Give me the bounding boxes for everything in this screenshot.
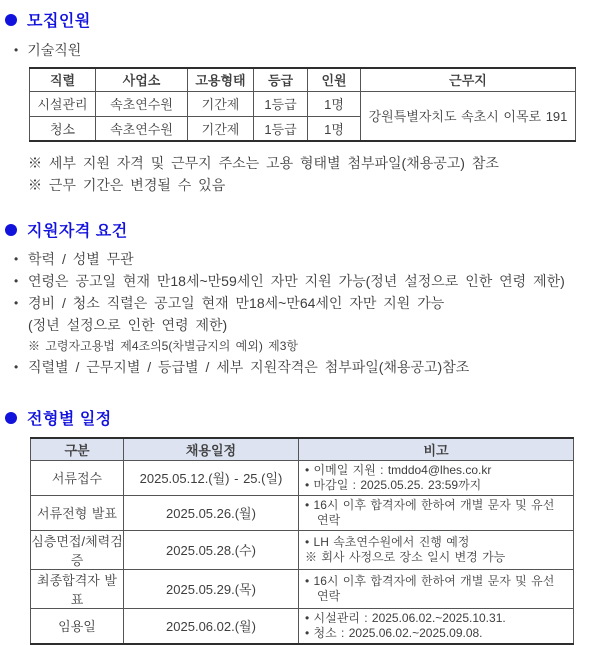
schedule-remark-line: • 16시 이후 합격자에 한하여 개별 문자 및 유선 연락: [305, 573, 555, 603]
schedule-table-header-cell: 비고: [299, 438, 574, 460]
schedule-date-cell: 2025.05.12.(월) - 25.(일): [124, 460, 299, 495]
bullet-icon: •: [14, 252, 19, 266]
schedule-remark-cell: [299, 530, 574, 569]
section-title-text: 모집인원: [27, 13, 91, 30]
recruit-table-header-cell: 사업소: [96, 68, 188, 91]
schedule-table-row: [31, 530, 574, 569]
schedule-table-header-cell: 구분: [31, 438, 124, 460]
section-bullet-icon: [5, 412, 17, 424]
bullet-icon: •: [14, 274, 19, 288]
recruit-table-cell: 기간제: [188, 116, 254, 141]
bullet-icon: •: [14, 296, 19, 310]
schedule-stage-cell: 최종합격자 발표: [31, 569, 124, 608]
schedule-table-header-cell: 채용일정: [124, 438, 299, 460]
schedule-date-cell: 2025.05.29.(목): [124, 569, 299, 608]
schedule-stage-cell: 서류접수: [31, 460, 124, 495]
schedule-table-header-row: [31, 438, 574, 460]
section-bullet-icon: [5, 224, 17, 236]
schedule-remark-cell: [299, 495, 574, 530]
subsection-tech-staff: [14, 40, 600, 60]
schedule-table-row: [31, 495, 574, 530]
recruit-table-cell: 1명: [308, 116, 361, 141]
schedule-remark-line: ※ 회사 사정으로 장소 일시 변경 가능: [305, 549, 506, 564]
recruit-table-header-cell: 고용형태: [188, 68, 254, 91]
schedule-stage-cell: 임용일: [31, 608, 124, 644]
qualification-item-text: ※ 고령자고용법 제4조의5(차별금지의 예외) 제3항: [28, 339, 299, 353]
qualification-item: [0, 356, 600, 378]
recruit-table-header-cell: 직렬: [30, 68, 96, 91]
section-title-text: 지원자격 요건: [27, 223, 128, 240]
subsection-label: 기술직원: [27, 42, 82, 58]
section-bullet-icon: [5, 14, 17, 26]
section-title-schedule: [5, 406, 600, 429]
schedule-table: [30, 437, 574, 645]
schedule-remark-cell: [299, 460, 574, 495]
qualification-item: [0, 336, 600, 356]
recruit-table-cell: 시설관리: [30, 91, 96, 116]
qualification-item-text: 학력 / 성별 무관: [28, 251, 134, 267]
recruit-table-header-cell: 등급: [254, 68, 308, 91]
qualification-item-text: 연령은 공고일 현재 만18세~만59세인 자만 지원 가능(정년 설정으로 인한 연령 제한): [28, 273, 565, 289]
section-title-text: 전형별 일정: [27, 411, 112, 428]
bullet-icon: •: [14, 360, 19, 374]
recruit-table-row: [30, 91, 576, 116]
qualification-item: [0, 314, 600, 336]
schedule-stage-cell: 심층면접/체력검증: [31, 530, 124, 569]
qualification-list: [0, 248, 600, 378]
qualification-item: [0, 270, 600, 292]
worksite-cell: 강원특별자치도 속초시 이목로 191: [361, 91, 576, 141]
qualification-item: [0, 292, 600, 314]
qualification-item-text: 경비 / 청소 직렬은 공고일 현재 만18세~만64세인 자만 지원 가능: [28, 295, 445, 311]
schedule-remark-cell: [299, 608, 574, 644]
schedule-stage-cell: 서류전형 발표: [31, 495, 124, 530]
recruit-note-line: ※ 근무 기간은 변경될 수 있음: [28, 177, 226, 193]
qualification-item: [0, 248, 600, 270]
recruit-table-cell: 속초연수원: [96, 91, 188, 116]
recruit-table-header-cell: 근무지: [361, 68, 576, 91]
recruit-table-header-row: [30, 68, 576, 91]
schedule-remark-line: • 청소 : 2025.06.02.~2025.09.08.: [305, 625, 483, 640]
qualification-item-text: (정년 설정으로 인한 연령 제한): [28, 317, 228, 333]
recruit-notes: [28, 152, 600, 196]
schedule-table-row: [31, 460, 574, 495]
recruit-table-cell: 1등급: [254, 116, 308, 141]
section-title-recruit: [5, 8, 600, 31]
schedule-remark-line: • 이메일 지원 : tmddo4@lhes.co.kr: [305, 462, 492, 477]
schedule-remark-cell: [299, 569, 574, 608]
qualification-item-text: 직렬별 / 근무지별 / 등급별 / 세부 지원작격은 첨부파일(채용공고)참조: [28, 359, 470, 375]
schedule-date-cell: 2025.05.26.(월): [124, 495, 299, 530]
section-title-qualification: [5, 218, 600, 241]
schedule-remark-line: • 마감일 : 2025.05.25. 23:59까지: [305, 477, 482, 492]
schedule-remark-line: • LH 속초연수원에서 진행 예정: [305, 534, 470, 549]
bullet-icon: •: [14, 43, 19, 57]
recruit-table: [29, 67, 576, 142]
recruit-table-cell: 1명: [308, 91, 361, 116]
recruit-table-cell: 속초연수원: [96, 116, 188, 141]
recruit-table-cell: 기간제: [188, 91, 254, 116]
schedule-table-row: [31, 569, 574, 608]
recruit-table-cell: 1등급: [254, 91, 308, 116]
recruit-table-cell: 청소: [30, 116, 96, 141]
recruit-table-header-cell: 인원: [308, 68, 361, 91]
schedule-remark-line: • 16시 이후 합격자에 한하여 개별 문자 및 유선 연락: [305, 497, 555, 527]
schedule-remark-line: • 시설관리 : 2025.06.02.~2025.10.31.: [305, 610, 506, 625]
recruit-note-line: ※ 세부 지원 자격 및 근무지 주소는 고용 형태별 첨부파일(채용공고) 참조: [28, 155, 499, 171]
schedule-date-cell: 2025.05.28.(수): [124, 530, 299, 569]
schedule-date-cell: 2025.06.02.(월): [124, 608, 299, 644]
schedule-table-row: [31, 608, 574, 644]
